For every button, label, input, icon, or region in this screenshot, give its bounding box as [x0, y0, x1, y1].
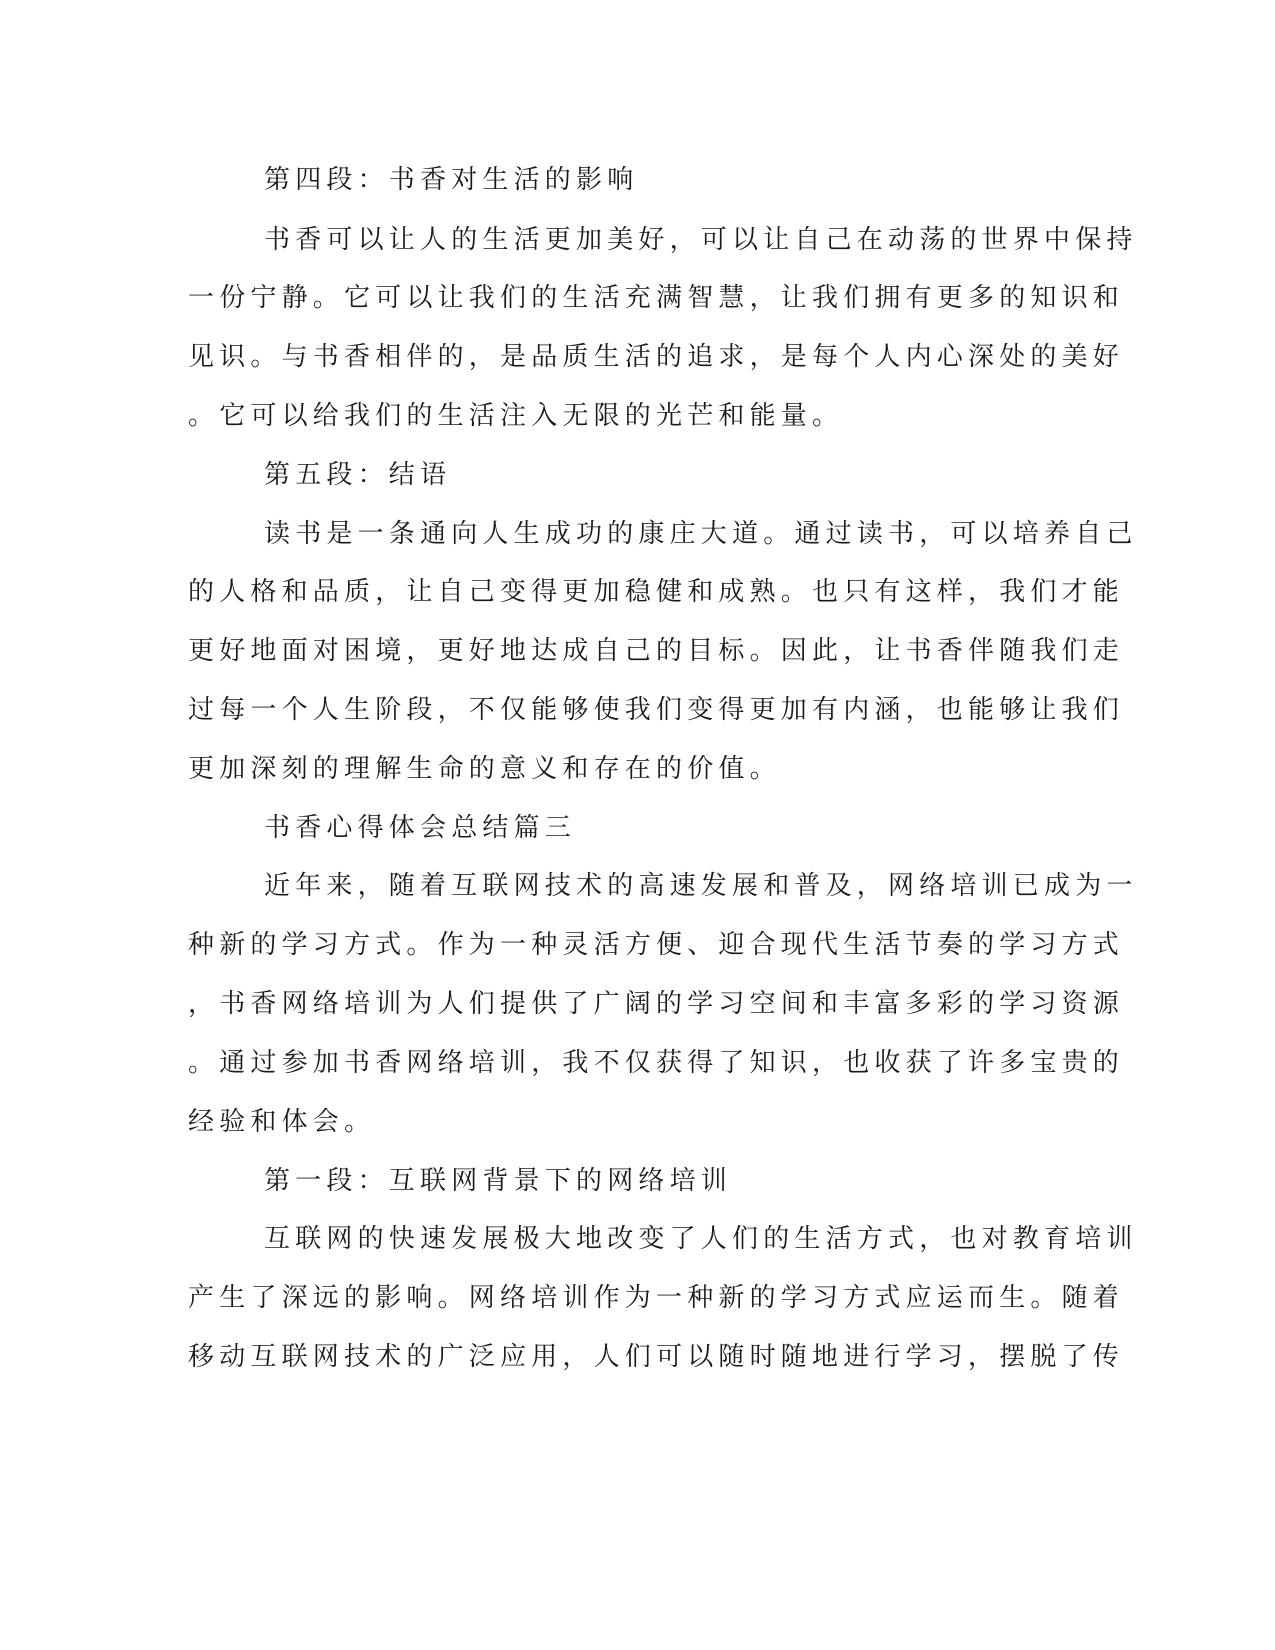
paragraph-line: 互联网的快速发展极大地改变了人们的生活方式，也对教育培训 — [264, 1224, 1138, 1254]
paragraph-line: 更好地面对困境，更好地达成自己的目标。因此，让书香伴随我们走 — [188, 636, 1125, 666]
paragraph-line: 过每一个人生阶段，不仅能够使我们变得更加有内涵，也能够让我们 — [188, 695, 1125, 725]
paragraph-line: ，书香网络培训为人们提供了广阔的学习空间和丰富多彩的学习资源 — [188, 989, 1125, 1019]
section-heading-5: 第五段：结语 — [264, 460, 452, 490]
section-heading-1: 第一段：互联网背景下的网络培训 — [264, 1166, 733, 1196]
paragraph-line: 更加深刻的理解生命的意义和存在的价值。 — [188, 754, 781, 784]
paragraph-line: 一份宁静。它可以让我们的生活充满智慧，让我们拥有更多的知识和 — [188, 283, 1125, 313]
paragraph-line: 见识。与书香相伴的，是品质生活的追求，是每个人内心深处的美好 — [188, 342, 1125, 372]
paragraph-line: 移动互联网技术的广泛应用，人们可以随时随地进行学习，摆脱了传 — [188, 1342, 1125, 1372]
paragraph-line: 书香可以让人的生活更加美好，可以让自己在动荡的世界中保持 — [264, 225, 1138, 255]
paragraph-line: 的人格和品质，让自己变得更加稳健和成熟。也只有这样，我们才能 — [188, 577, 1125, 607]
paragraph-line: 经验和体会。 — [188, 1107, 376, 1137]
paragraph-line: 读书是一条通向人生成功的康庄大道。通过读书，可以培养自己 — [264, 519, 1138, 549]
paragraph-line: 。它可以给我们的生活注入无限的光芒和能量。 — [188, 401, 844, 431]
paragraph-line: 。通过参加书香网络培训，我不仅获得了知识，也收获了许多宝贵的 — [188, 1048, 1125, 1078]
paragraph-line: 近年来，随着互联网技术的高速发展和普及，网络培训已成为一 — [264, 871, 1138, 901]
article-title: 书香心得体会总结篇三 — [264, 813, 577, 843]
paragraph-line: 产生了深远的影响。网络培训作为一种新的学习方式应运而生。随着 — [188, 1283, 1125, 1313]
section-heading-4: 第四段：书香对生活的影响 — [264, 165, 639, 195]
paragraph-line: 种新的学习方式。作为一种灵活方便、迎合现代生活节奏的学习方式 — [188, 930, 1125, 960]
